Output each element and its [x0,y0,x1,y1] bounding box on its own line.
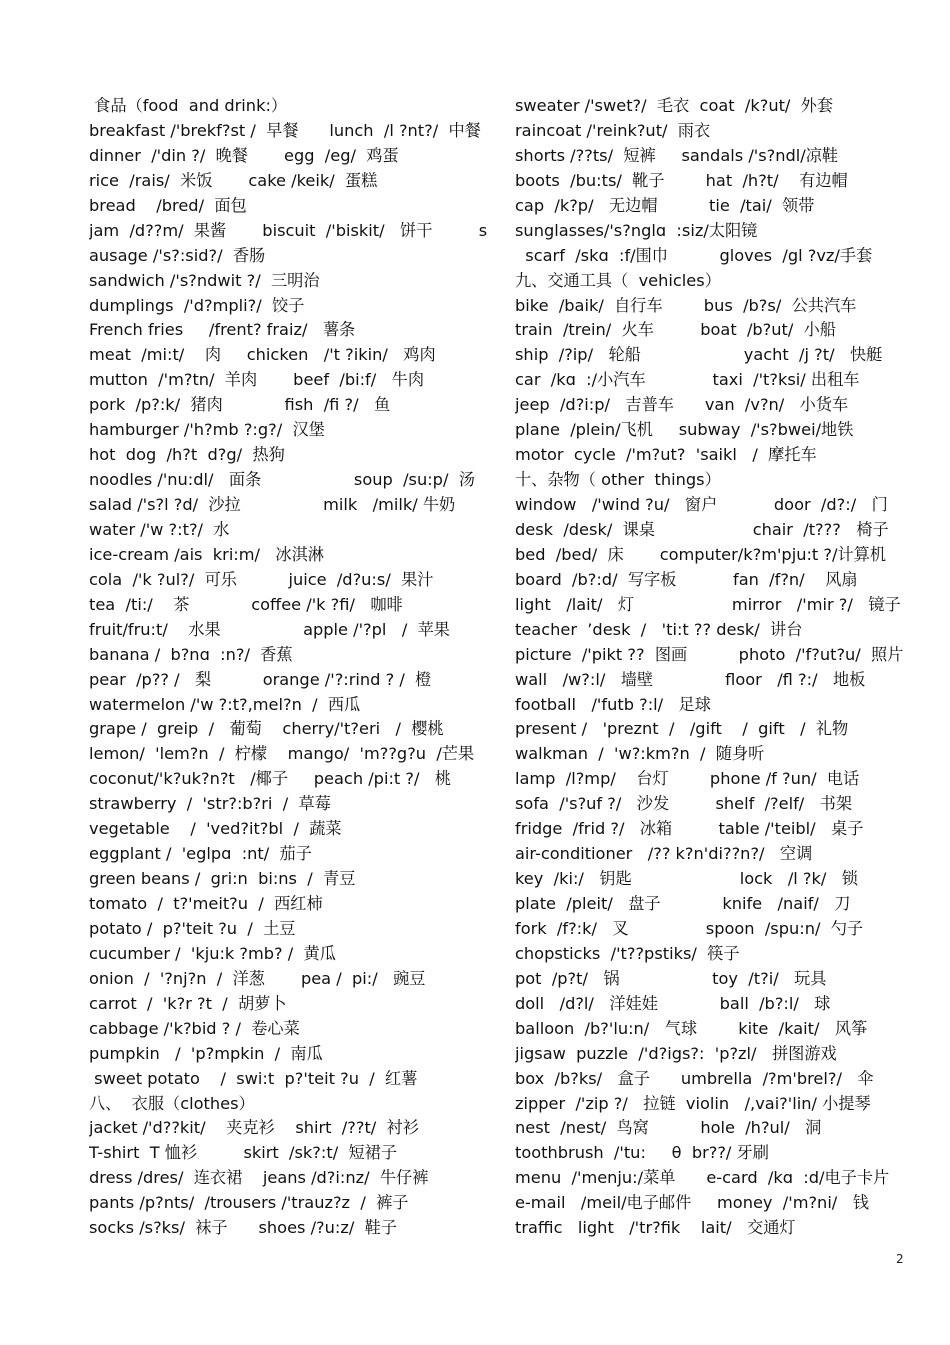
left-line: vegetable / 'ved?it?bl / 蔬菜 [89,819,342,839]
right-line: zipper /'zip ?/ 拉链 violin /,vai?'lin/ 小提琴 [515,1093,871,1113]
right-line: sweater /'swet?/ 毛衣 coat /k?ut/ 外套 [515,96,834,115]
left-line: onion / '?nj?n / 洋葱 pea / pi:/ 豌豆 [89,968,426,988]
right-line: ship /?ip/ 轮船 yacht /j ?t/ 快艇 [515,345,883,365]
right-line: plane /plein/飞机 subway /'s?bwei/地铁 [515,420,854,440]
left-line: salad /'s?l ?d/ 沙拉 milk /milk/ 牛奶 [89,495,456,514]
left-line: carrot / 'k?r ?t / 胡萝卜 [89,993,287,1013]
right-line: jeep /d?i:p/ 吉普车 van /v?n/ 小货车 [515,395,849,415]
left-line: hamburger /'h?mb ?:g?/ 汉堡 [89,420,325,440]
left-line: hot dog /h?t d?g/ 热狗 [89,445,285,465]
left-line: ice-cream /ais kri:m/ 冰淇淋 [89,544,324,564]
right-line: e-mail /meil/电子邮件 money /'m?ni/ 钱 [515,1193,869,1213]
right-line: cap /k?p/ 无边帽 tie /tai/ 领带 [515,195,815,215]
left-line: mutton /'m?tn/ 羊肉 beef /bi:f/ 牛肉 [89,370,425,390]
left-line: potato / p?'teit ?u / 土豆 [89,918,296,938]
left-line: French fries /frent? fraiz/ 薯条 [89,320,356,340]
right-line: air-conditioner /?? k?n'di??n?/ 空调 [515,844,813,864]
left-line: dinner /'din ?/ 晚餐 egg /eg/ 鸡蛋 [89,145,399,165]
left-line: watermelon /'w ?:t?,mel?n / 西瓜 [89,694,361,714]
left-line: meat /mi:t/ 肉 chicken /'t ?ikin/ 鸡肉 [89,345,436,365]
right-line: present / 'preznt / /gift / gift / 礼物 [515,719,849,739]
right-line: football /'futb ?:l/ 足球 [515,694,711,714]
right-line: boots /bu:ts/ 靴子 hat /h?t/ 有边帽 [515,170,848,190]
right-line: key /ki:/ 钥匙 lock /l ?k/ 锁 [515,869,858,889]
right-line: fork /f?:k/ 叉 spoon /spu:n/ 勺子 [515,918,864,938]
right-line: traffic light /'tr?fik lait/ 交通灯 [515,1218,796,1238]
left-line: sweet potato / swi:t p?'teit ?u / 红薯 [89,1068,418,1088]
right-line: wall /w?:l/ 墙壁 floor /fl ?:/ 地板 [515,669,866,689]
right-line: desk /desk/ 课桌 chair /t??? 椅子 [515,519,889,539]
left-line: pear /p?? / 梨 orange /'?:rind ? / 橙 [89,669,432,689]
left-line: fruit/fru:t/ 水果 apple /'?pl / 苹果 [89,619,450,639]
left-line: noodles /'nu:dl/ 面条 soup /su:p/ 汤 [89,470,475,490]
left-line: jam /d??m/ 果酱 biscuit /'biskit/ 饼干 s [89,220,488,240]
left-line: ausage /'s?:sid?/ 香肠 [89,245,266,265]
right-line: jigsaw puzzle /'d?igs?: 'p?zl/ 拼图游戏 [515,1043,837,1063]
left-line: bread /bred/ 面包 [89,195,247,215]
right-column [515,93,925,1240]
right-line: bike /baik/ 自行车 bus /b?s/ 公共汽车 [515,295,857,315]
right-line: nest /nest/ 鸟窝 hole /h?ul/ 洞 [515,1118,822,1138]
left-line: water /'w ?:t?/ 水 [89,519,230,539]
right-line: balloon /b?'lu:n/ 气球 kite /kait/ 风筝 [515,1018,868,1038]
left-line: 食品（food and drink:） [89,96,288,115]
left-line: banana / b?nɑ :n?/ 香蕉 [89,644,293,664]
left-line: lemon/ 'lem?n / 柠檬 mango/ 'm??g?u /芒果 [89,744,475,764]
right-line: fridge /frid ?/ 冰箱 table /'teibl/ 桌子 [515,819,864,839]
right-line: lamp /l?mp/ 台灯 phone /f ?un/ 电话 [515,769,860,789]
page-number: 2 [896,1252,904,1266]
right-line: light /lait/ 灯 mirror /'mir ?/ 镜子 [515,594,901,614]
right-line: sunglasses/'s?nglɑ :siz/太阳镜 [515,220,758,240]
right-line: chopsticks /'t??pstiks/ 筷子 [515,943,740,963]
right-line: raincoat /'reink?ut/ 雨衣 [515,120,711,140]
right-line: scarf /skɑ :f/围巾 gloves /gl ?vz/手套 [515,245,873,265]
left-line: pumpkin / 'p?mpkin / 南瓜 [89,1043,323,1063]
right-line: 十、杂物（ other things） [515,470,721,490]
left-line: pork /p?:k/ 猪肉 fish /fi ?/ 鱼 [89,395,391,415]
left-line: coconut/'k?uk?n?t /椰子 peach /pi:t ?/ 桃 [89,769,452,789]
right-line: sofa /'s?uf ?/ 沙发 shelf /?elf/ 书架 [515,794,853,814]
left-line: tomato / t?'meit?u / 西红柿 [89,894,323,913]
left-line: jacket /'d??kit/ 夹克衫 shirt /??t/ 衬衫 [89,1118,419,1138]
left-line: 八、 衣服（clothes） [89,1093,255,1113]
left-line: eggplant / 'eglpɑ :nt/ 茄子 [89,844,312,864]
right-line: bed /bed/ 床 computer/k?m'pju:t ?/计算机 [515,544,887,564]
left-line: dress /dres/ 连衣裙 jeans /d?i:nz/ 牛仔裤 [89,1168,429,1188]
left-line: cola /'k ?ul?/ 可乐 juice /d?u:s/ 果汁 [89,569,434,589]
right-line: toothbrush /'tu: θ br??/ 牙刷 [515,1143,769,1163]
left-column [89,93,499,1240]
right-line: motor cycle /'m?ut? 'saikl / 摩托车 [515,445,817,465]
right-line: walkman / 'w?:km?n / 随身听 [515,744,765,764]
right-line: car /kɑ :/小汽车 taxi /'t?ksi/ 出租车 [515,370,860,390]
right-line: picture /'pikt ?? 图画 photo /'f?ut?u/ 照片 [515,644,904,664]
right-line: window /'wind ?u/ 窗户 door /d?:/ 门 [515,495,888,514]
right-line: menu /'menju:/菜单 e-card /kɑ :d/电子卡片 [515,1168,890,1188]
left-line: grape / greip / 葡萄 cherry/'t?eri / 樱桃 [89,719,444,739]
left-line: pants /p?nts/ /trousers /'trauz?z / 裤子 [89,1193,409,1213]
left-line: T-shirt T 恤衫 skirt /sk?:t/ 短裙子 [89,1143,398,1163]
left-line: rice /rais/ 米饭 cake /keik/ 蛋糕 [89,170,378,190]
left-line: strawberry / 'str?:b?ri / 草莓 [89,794,331,814]
left-line: dumplings /'d?mpli?/ 饺子 [89,295,305,315]
right-line: 九、交通工具（ vehicles） [515,270,721,290]
left-line: breakfast /'brekf?st / 早餐 lunch /l ?nt?/ 中餐 [89,120,481,140]
left-line: cabbage /'k?bid ? / 卷心菜 [89,1018,300,1038]
left-line: sandwich /'s?ndwit ?/ 三明治 [89,270,320,290]
left-line: green beans / gri:n bi:ns / 青豆 [89,869,356,889]
right-line: train /trein/ 火车 boat /b?ut/ 小船 [515,320,836,340]
left-line: cucumber / 'kju:k ?mb? / 黄瓜 [89,943,336,963]
right-line: pot /p?t/ 锅 toy /t?i/ 玩具 [515,968,827,988]
right-line: board /b?:d/ 写字板 fan /f?n/ 风扇 [515,569,858,589]
right-line: doll /d?l/ 洋娃娃 ball /b?:l/ 球 [515,993,831,1013]
right-line: plate /pleit/ 盘子 knife /naif/ 刀 [515,894,851,913]
left-line: socks /s?ks/ 袜子 shoes /?u:z/ 鞋子 [89,1218,397,1238]
left-line: tea /ti:/ 茶 coffee /'k ?fi/ 咖啡 [89,594,403,614]
right-line: shorts /??ts/ 短裤 sandals /'s?ndl/凉鞋 [515,145,839,165]
right-line: teacher ’desk / 'ti:t ?? desk/ 讲台 [515,619,803,639]
right-line: box /b?ks/ 盒子 umbrella /?m'brel?/ 伞 [515,1068,874,1088]
